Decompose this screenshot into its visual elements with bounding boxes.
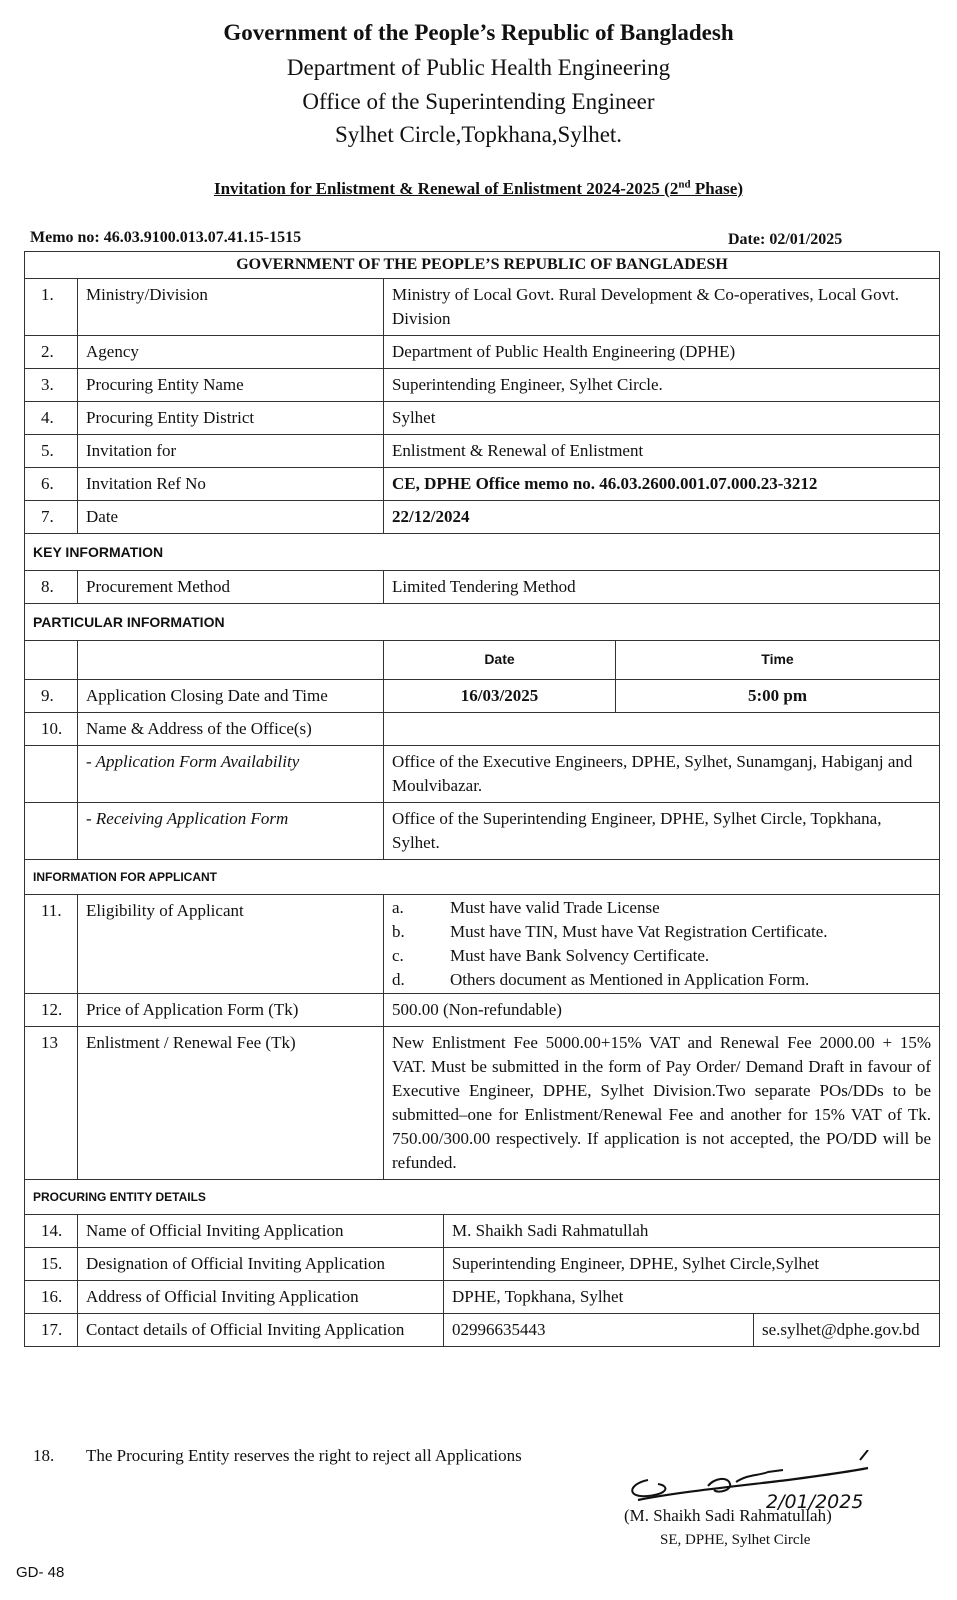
eligibility-list — [392, 896, 931, 992]
row-value: M. Shaikh Sadi Rahmatullah — [444, 1215, 940, 1248]
section-row — [25, 1180, 940, 1215]
row-number: 3. — [25, 369, 78, 402]
column-header-time: Time — [616, 641, 940, 680]
row-number: 5. — [25, 435, 78, 468]
row-value: Enlistment & Renewal of Enlistment — [384, 435, 940, 468]
section-procuring-entity-details: PROCURING ENTITY DETAILS — [25, 1180, 940, 1215]
row-number: 9. — [25, 680, 78, 713]
table-row — [25, 1215, 940, 1248]
table-row — [25, 994, 940, 1027]
row-number: 13 — [25, 1027, 78, 1180]
row-18: 18. The Procuring Entity reserves the right to reject all Applications — [33, 1446, 522, 1465]
column-header-row — [25, 641, 940, 680]
list-item: b. Must have TIN, Must have Vat Registration Certificate. — [392, 922, 828, 941]
row-number: 2. — [25, 336, 78, 369]
table-row — [25, 680, 940, 713]
row-value: Limited Tendering Method — [384, 571, 940, 604]
memo-date: Date: 02/01/2025 — [728, 231, 843, 248]
table-row — [25, 279, 940, 336]
row-value: Office of the Executive Engineers, DPHE, Sylhet, Sunamganj, Habiganj and Moulvibazar. — [384, 746, 940, 803]
footer-code: GD- 48 — [16, 1564, 65, 1581]
row-number: 12. — [25, 994, 78, 1027]
row-label: Procuring Entity Name — [78, 369, 384, 402]
row-label: Agency — [78, 336, 384, 369]
section-row — [25, 534, 940, 571]
row-value: Department of Public Health Engineering (DPHE) — [384, 336, 940, 369]
contact-phone: 02996635443 — [444, 1314, 754, 1347]
empty-cell — [25, 746, 78, 803]
row-number: 7. — [25, 501, 78, 534]
header-department: Department of Public Health Engineering — [286, 55, 671, 80]
row-number: 10. — [25, 713, 78, 746]
table-row — [25, 369, 940, 402]
row-value: Office of the Superintending Engineer, DPHE, Sylhet Circle, Topkhana, Sylhet. — [384, 803, 940, 860]
empty-cell — [78, 641, 384, 680]
svg-text:2/01/2025: 2/01/2025 — [766, 1491, 864, 1513]
table-row — [25, 895, 940, 994]
memo-number: Memo no: 46.03.9100.013.07.41.15-1515 — [30, 229, 302, 246]
row-number: 6. — [25, 468, 78, 501]
row-number: 1. — [25, 279, 78, 336]
section-row — [25, 604, 940, 641]
row-label: Procuring Entity District — [78, 402, 384, 435]
row-label: Date — [78, 501, 384, 534]
table-row — [25, 1027, 940, 1180]
row-label: Designation of Official Inviting Application — [78, 1248, 444, 1281]
signatory-name: (M. Shaikh Sadi Rahmatullah) — [624, 1506, 832, 1525]
table-row — [25, 336, 940, 369]
row-number: 4. — [25, 402, 78, 435]
row-value: Sylhet — [384, 402, 940, 435]
row-number: 17. — [25, 1314, 78, 1347]
header-office: Office of the Superintending Engineer — [302, 89, 655, 114]
eligibility-list-cell — [384, 895, 940, 994]
row-label: Ministry/Division — [78, 279, 384, 336]
row-value: DPHE, Topkhana, Sylhet — [444, 1281, 940, 1314]
table-title: GOVERNMENT OF THE PEOPLE’S REPUBLIC OF BANGLADESH — [25, 252, 940, 279]
header-address: Sylhet Circle,Topkhana,Sylhet. — [334, 122, 623, 147]
row-label: Procurement Method — [78, 571, 384, 604]
table-row — [25, 1281, 940, 1314]
column-header-date: Date — [384, 641, 616, 680]
invitation-title: Invitation for Enlistment & Renewal of Enlistment 2024-2025 (2nd Phase) — [213, 178, 743, 198]
table-row — [25, 746, 940, 803]
row-value: 500.00 (Non-refundable) — [384, 994, 940, 1027]
row-value: Superintending Engineer, Sylhet Circle. — [384, 369, 940, 402]
table-title-row — [25, 252, 940, 279]
signatory-designation: SE, DPHE, Sylhet Circle — [660, 1532, 811, 1548]
row-number: 8. — [25, 571, 78, 604]
table-row — [25, 1314, 940, 1347]
table-row — [25, 402, 940, 435]
invitation-table — [24, 251, 940, 1347]
row-number: 16. — [25, 1281, 78, 1314]
row-label: Name & Address of the Office(s) — [78, 713, 384, 746]
header-government: Government of the People’s Republic of Bangladesh — [223, 20, 734, 45]
row-value: New Enlistment Fee 5000.00+15% VAT and Renewal Fee 2000.00 + 15% VAT. Must be submitted in the form of Pay Order/ Demand Draft in favour of Executive Engineer, DPHE, Sylhet Division.Two separate POs/DDs to be submitted–one for Enlistment/Renewal Fee and another for 15% VAT of Tk. 750.00/300.00 respectively. If application is not accepted, the PO/DD will be refunded. — [384, 1027, 940, 1180]
table-row — [25, 501, 940, 534]
row-label: Enlistment / Renewal Fee (Tk) — [78, 1027, 384, 1180]
empty-cell — [25, 641, 78, 680]
section-particular-information: PARTICULAR INFORMATION — [25, 604, 940, 641]
list-item: d. Others document as Mentioned in Application Form. — [392, 970, 810, 989]
row-label: - Application Form Availability — [78, 746, 384, 803]
row-label: Address of Official Inviting Application — [78, 1281, 444, 1314]
row-label: Name of Official Inviting Application — [78, 1215, 444, 1248]
row-label: Contact details of Official Inviting Application — [78, 1314, 444, 1347]
closing-time: 5:00 pm — [616, 680, 940, 713]
row-number: 11. — [25, 895, 78, 994]
row-number: 15. — [25, 1248, 78, 1281]
table-row — [25, 1248, 940, 1281]
table-row — [25, 803, 940, 860]
row-value: Superintending Engineer, DPHE, Sylhet Circle,Sylhet — [444, 1248, 940, 1281]
row-label: Invitation for — [78, 435, 384, 468]
section-row — [25, 860, 940, 895]
row-value: CE, DPHE Office memo no. 46.03.2600.001.07.000.23-3212 — [384, 468, 940, 501]
row-label: - Receiving Application Form — [78, 803, 384, 860]
row-value: Ministry of Local Govt. Rural Development & Co-operatives, Local Govt. Division — [384, 279, 940, 336]
section-information-for-applicant: INFORMATION FOR APPLICANT — [25, 860, 940, 895]
table-row — [25, 571, 940, 604]
closing-date: 16/03/2025 — [384, 680, 616, 713]
list-item: c. Must have Bank Solvency Certificate. — [392, 946, 710, 965]
contact-email: se.sylhet@dphe.gov.bd — [754, 1314, 940, 1347]
row-value: 22/12/2024 — [384, 501, 940, 534]
row-value — [384, 713, 940, 746]
list-item: a. Must have valid Trade License — [392, 898, 660, 917]
table-row — [25, 435, 940, 468]
row-label: Invitation Ref No — [78, 468, 384, 501]
row-number: 14. — [25, 1215, 78, 1248]
section-key-information: KEY INFORMATION — [25, 534, 940, 571]
row-label: Price of Application Form (Tk) — [78, 994, 384, 1027]
table-row — [25, 468, 940, 501]
empty-cell — [25, 803, 78, 860]
row-label: Application Closing Date and Time — [78, 680, 384, 713]
row-label: Eligibility of Applicant — [78, 895, 384, 994]
table-row — [25, 713, 940, 746]
